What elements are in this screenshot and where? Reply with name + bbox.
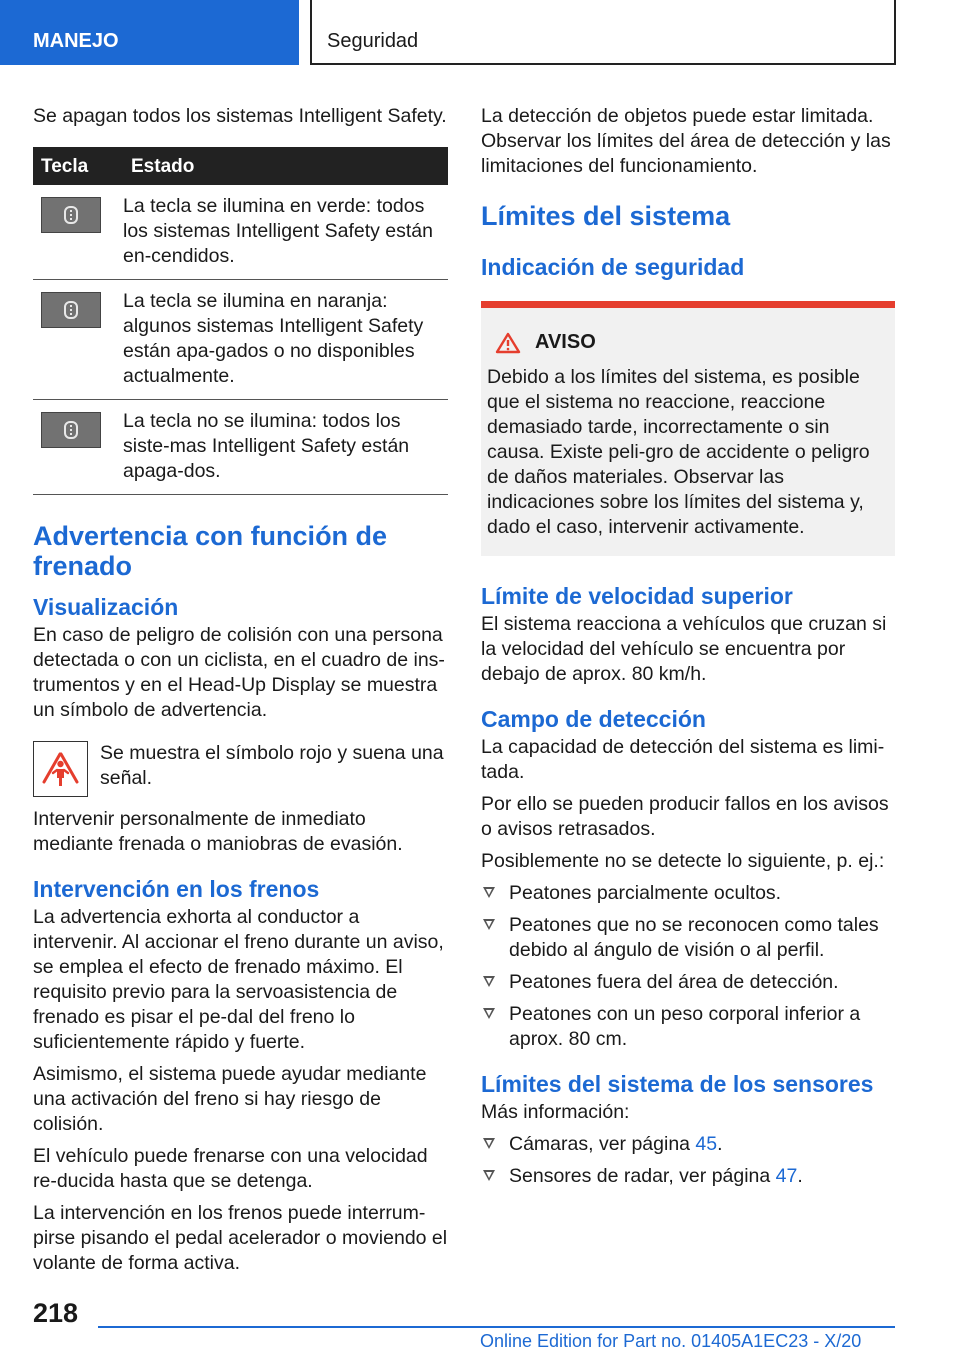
- bullet-triangle-icon: [483, 1138, 495, 1149]
- subsection-title-brakes: Intervención en los frenos: [33, 876, 320, 902]
- notice-bar: [481, 301, 895, 308]
- speed-text: El sistema reacciona a vehículos que cruzan si la velocidad del vehículo se encuentra por debajo de aprox. 80 km/h.: [481, 613, 887, 685]
- field-list: [481, 881, 895, 1052]
- page-link[interactable]: 45: [695, 1133, 718, 1155]
- list-item: Peatones parcialmente ocultos.: [481, 881, 895, 906]
- list-item: Cámaras, ver página 45.: [481, 1132, 895, 1157]
- brake-paragraph: El vehículo puede frenarse con una velocidad re-ducida hasta que se detenga.: [33, 1145, 428, 1192]
- page-number: 218: [33, 1298, 79, 1328]
- intro-text: Se apagan todos los sistemas Intelligent Safety.: [33, 105, 447, 127]
- field-text: La capacidad de detección del sistema es limi-tada.: [481, 736, 885, 783]
- sensors-list: [481, 1132, 895, 1189]
- detection-intro: La detección de objetos puede estar limitada. Observar los límites del área de detección y las limitaciones del funcionamiento.: [481, 105, 891, 177]
- table-cell-state: La tecla se ilumina en naranja: algunos sistemas Intelligent Safety están apa-gados o no disponibles actualmente.: [117, 280, 448, 400]
- bullet-triangle-icon: [483, 976, 495, 987]
- table-row: [33, 280, 448, 400]
- pedestrian-warning-icon: [33, 741, 88, 797]
- footer-divider: [98, 1326, 895, 1328]
- symbol-text: Se muestra el símbolo rojo y suena una señal.: [100, 742, 444, 789]
- safety-button-icon: [41, 412, 101, 448]
- footer-edition: Online Edition for Part no. 01405A1EC23 - X/20: [480, 1331, 862, 1351]
- section-title-limits: Límites del sistema: [481, 201, 731, 231]
- notice-text: Debido a los límites del sistema, es posible que el sistema no reaccione, reaccione demasiado tarde, incorrectamente o sin causa. Existe peli-gro de accidente o peligro de daños materiales. Observar las indicaciones sobre los límites del sistema y, dado el caso, intervenir activamente.: [487, 366, 870, 538]
- warning-symbol-row: [33, 741, 448, 797]
- subsection-title-sensors: Límites del sistema de los sensores: [481, 1071, 874, 1097]
- safety-button-icon: [41, 292, 101, 328]
- list-item: Peatones fuera del área de detección.: [481, 970, 895, 995]
- brake-paragraph: La intervención en los frenos puede interrum-pirse pisando el pedal acelerador o moviendo el volante de forma activa.: [33, 1202, 448, 1274]
- field-text: Posiblemente no se detecte lo siguiente, p. ej.:: [481, 850, 885, 872]
- subsection-title-display: Visualización: [33, 594, 179, 620]
- bullet-triangle-icon: [483, 1170, 495, 1181]
- section-tab: MANEJO: [0, 0, 299, 65]
- display-text: En caso de peligro de colisión con una persona detectada o con un ciclista, en el cuadro de ins-trumentos y en el Head-Up Display se muestra un símbolo de advertencia.: [33, 624, 445, 721]
- warning-triangle-icon: [495, 332, 521, 354]
- safety-button-icon: [41, 197, 101, 233]
- notice-label: AVISO: [535, 331, 596, 353]
- brake-paragraph: Asimismo, el sistema puede ayudar mediante una activación del freno si hay riesgo de colisión.: [33, 1063, 427, 1135]
- bullet-triangle-icon: [483, 1008, 495, 1019]
- list-item: Peatones que no se reconocen como tales debido al ángulo de visión o al perfil.: [481, 913, 895, 963]
- table-cell-state: La tecla se ilumina en verde: todos los sistemas Intelligent Safety están en-cendidos.: [117, 185, 448, 280]
- list-item: Sensores de radar, ver página 47.: [481, 1164, 895, 1189]
- table-cell-state: La tecla no se ilumina: todos los siste-mas Intelligent Safety están apaga-dos.: [117, 400, 448, 495]
- brake-paragraph: La advertencia exhorta al conductor a intervenir. Al accionar el freno durante un aviso, se emplea el efecto de frenado máximo. El requisito previo para la servoasistencia de frenado es pisar el pe-dal del freno lo suficientemente rápido y fuerte.: [33, 906, 444, 1053]
- table-row: [33, 400, 448, 495]
- bullet-triangle-icon: [483, 887, 495, 898]
- bullet-triangle-icon: [483, 919, 495, 930]
- subsection-title-speed: Límite de velocidad superior: [481, 583, 793, 609]
- chapter-title: Seguridad: [310, 0, 896, 65]
- subsection-title-field: Campo de detección: [481, 706, 706, 732]
- intervene-text: Intervenir personalmente de inmediato mediante frenada o maniobras de evasión.: [33, 808, 403, 855]
- table-row: [33, 185, 448, 280]
- table-header-key: Tecla: [33, 147, 117, 185]
- right-column: [481, 104, 895, 1197]
- warning-notice: [481, 301, 895, 556]
- list-item: Peatones con un peso corporal inferior a aprox. 80 cm.: [481, 1002, 895, 1052]
- table-header-state: Estado: [117, 147, 448, 185]
- page-link[interactable]: 47: [775, 1165, 798, 1187]
- sensors-text: Más información:: [481, 1101, 630, 1123]
- key-status-table: [33, 147, 448, 495]
- field-text: Por ello se pueden producir fallos en los avisos o avisos retrasados.: [481, 793, 889, 840]
- section-title-braking: Advertencia con función de frenado: [33, 521, 388, 581]
- subsection-title-safety: Indicación de seguridad: [481, 254, 745, 280]
- left-column: [33, 104, 448, 1283]
